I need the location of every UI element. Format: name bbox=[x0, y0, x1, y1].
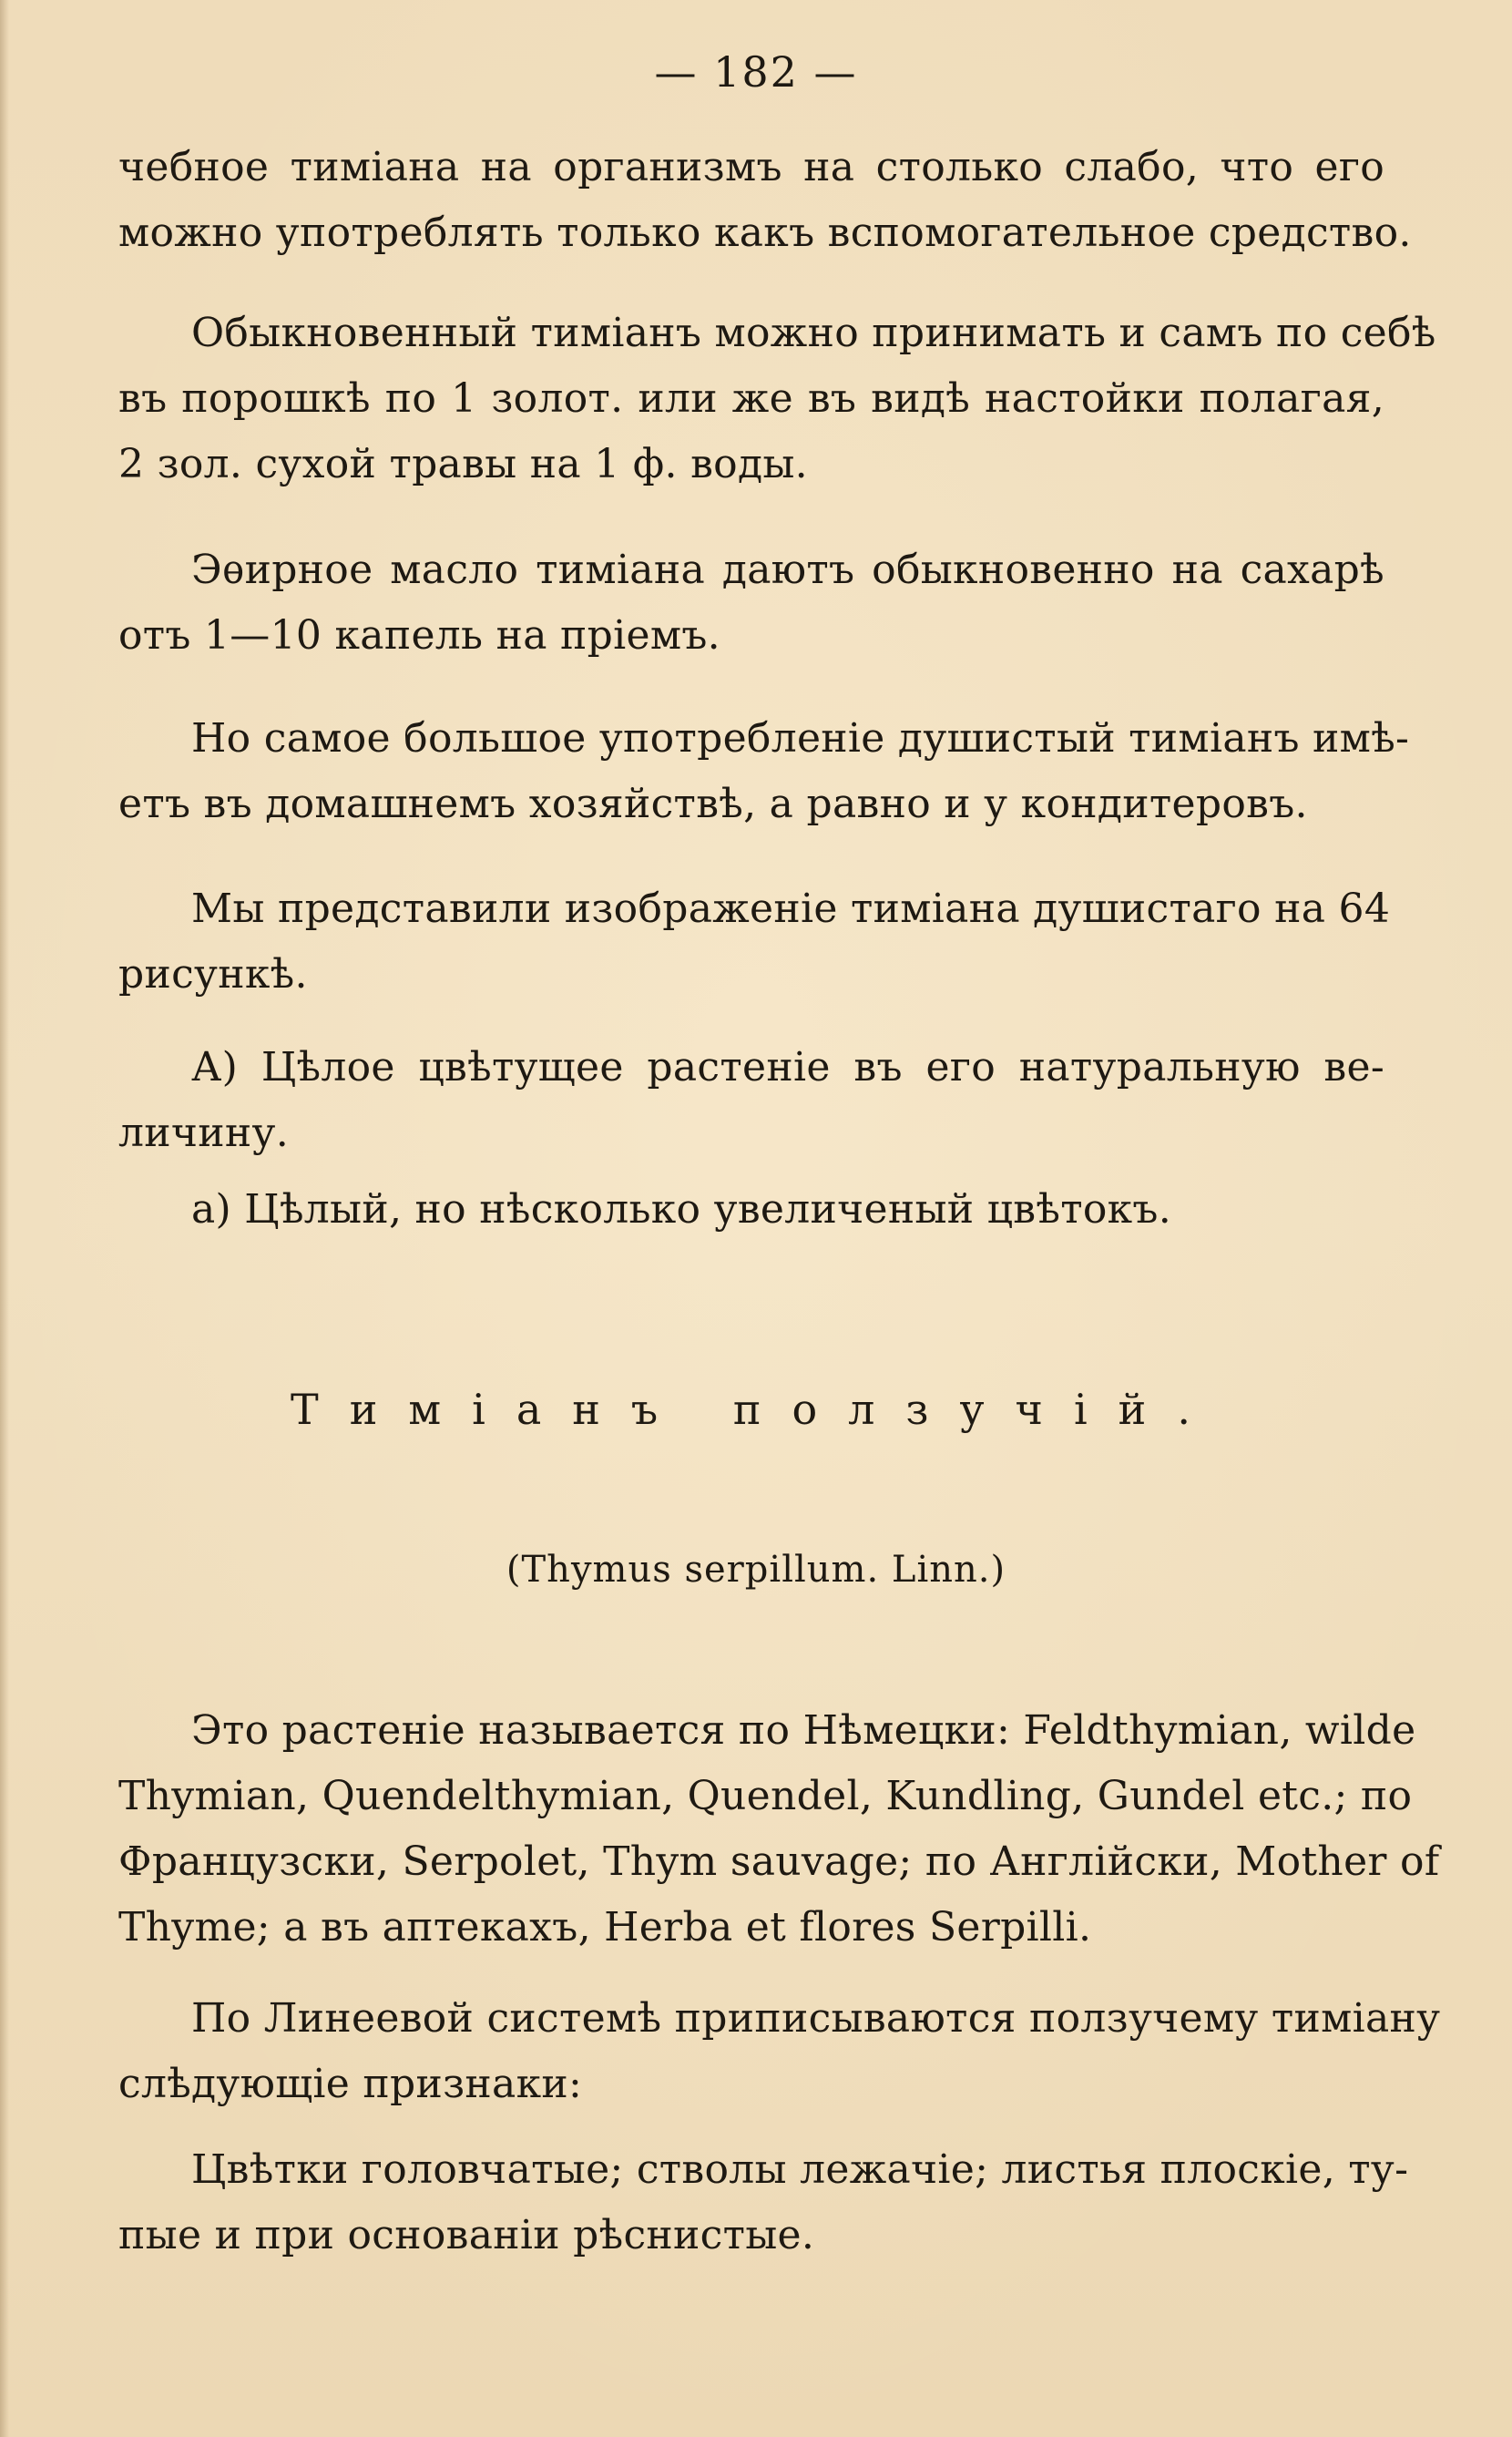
page-number: — 182 — bbox=[654, 47, 858, 97]
figure-caption-a-upper bbox=[118, 1035, 1384, 1166]
paragraph-linnaean bbox=[118, 1986, 1441, 2117]
text-line: въ порошкѣ по 1 золот. или же въ видѣ настойки полагая, bbox=[118, 375, 1384, 422]
figure-caption-a-lower bbox=[118, 1177, 1384, 1243]
text-line: Но самое большое употребленіе душистый тиміанъ имѣ- bbox=[191, 715, 1410, 762]
latin-name: (Thymus serpillum. Linn.) bbox=[506, 1549, 1006, 1591]
text-line: Thyme; а въ аптекахъ, Herba et flores Serpilli. bbox=[118, 1904, 1092, 1951]
text-line: а) Цѣлый, но нѣсколько увеличеный цвѣтокъ. bbox=[191, 1186, 1172, 1233]
text-line: Цвѣтки головчатые; стволы лежачіе; листья плоскіе, ту- bbox=[191, 2146, 1409, 2193]
paragraph-powder-dosage bbox=[118, 301, 1436, 497]
text-line: По Линеевой системѣ приписываются ползучему тиміану bbox=[191, 1995, 1441, 2042]
text-line: личину. bbox=[118, 1110, 289, 1156]
text-line: пые и при основаніи рѣснистые. bbox=[118, 2212, 815, 2258]
text-line: Обыкновенный тиміанъ можно принимать и самъ по себѣ bbox=[191, 310, 1436, 356]
text-line: отъ 1—10 капель на пріемъ. bbox=[118, 612, 720, 659]
paragraph-essential-oil bbox=[118, 538, 1384, 669]
section-heading: Тиміанъ ползучій. bbox=[291, 1385, 1221, 1434]
text-line: Мы представили изображеніе тиміана душистаго на 64 bbox=[191, 886, 1391, 932]
paragraph-names bbox=[118, 1698, 1440, 1961]
text-line: слѣдующіе признаки: bbox=[118, 2061, 583, 2107]
text-line: 2 зол. сухой травы на 1 ф. воды. bbox=[118, 441, 808, 487]
text-line: рисункѣ. bbox=[118, 951, 308, 998]
paragraph-continuation bbox=[118, 135, 1412, 266]
text-line: Thymian, Quendelthymian, Quendel, Kundling, Gundel etc.; по bbox=[118, 1773, 1413, 1819]
text-line: Это растеніе называется по Нѣмецки: Feldthymian, wilde bbox=[191, 1707, 1416, 1754]
text-line: Французски, Serpolet, Thym sauvage; по Англійски, Mother of bbox=[118, 1838, 1440, 1885]
page-edge-shadow bbox=[0, 0, 9, 2437]
text-line: Эѳирное масло тиміана даютъ обыкновенно на сахарѣ bbox=[191, 547, 1384, 593]
text-line: етъ въ домашнемъ хозяйствѣ, а равно и у кондитеровъ. bbox=[118, 781, 1308, 827]
text-line: чебное тиміана на организмъ на столько слабо, что его bbox=[118, 144, 1384, 190]
paragraph-illustration-ref bbox=[118, 876, 1391, 1008]
text-line: можно употреблять только какъ вспомогательное средство. bbox=[118, 210, 1412, 256]
paragraph-characteristics bbox=[118, 2137, 1409, 2268]
paragraph-household-use bbox=[118, 706, 1410, 837]
text-line: А) Цѣлое цвѣтущее растеніе въ его натуральную ве- bbox=[191, 1044, 1384, 1091]
